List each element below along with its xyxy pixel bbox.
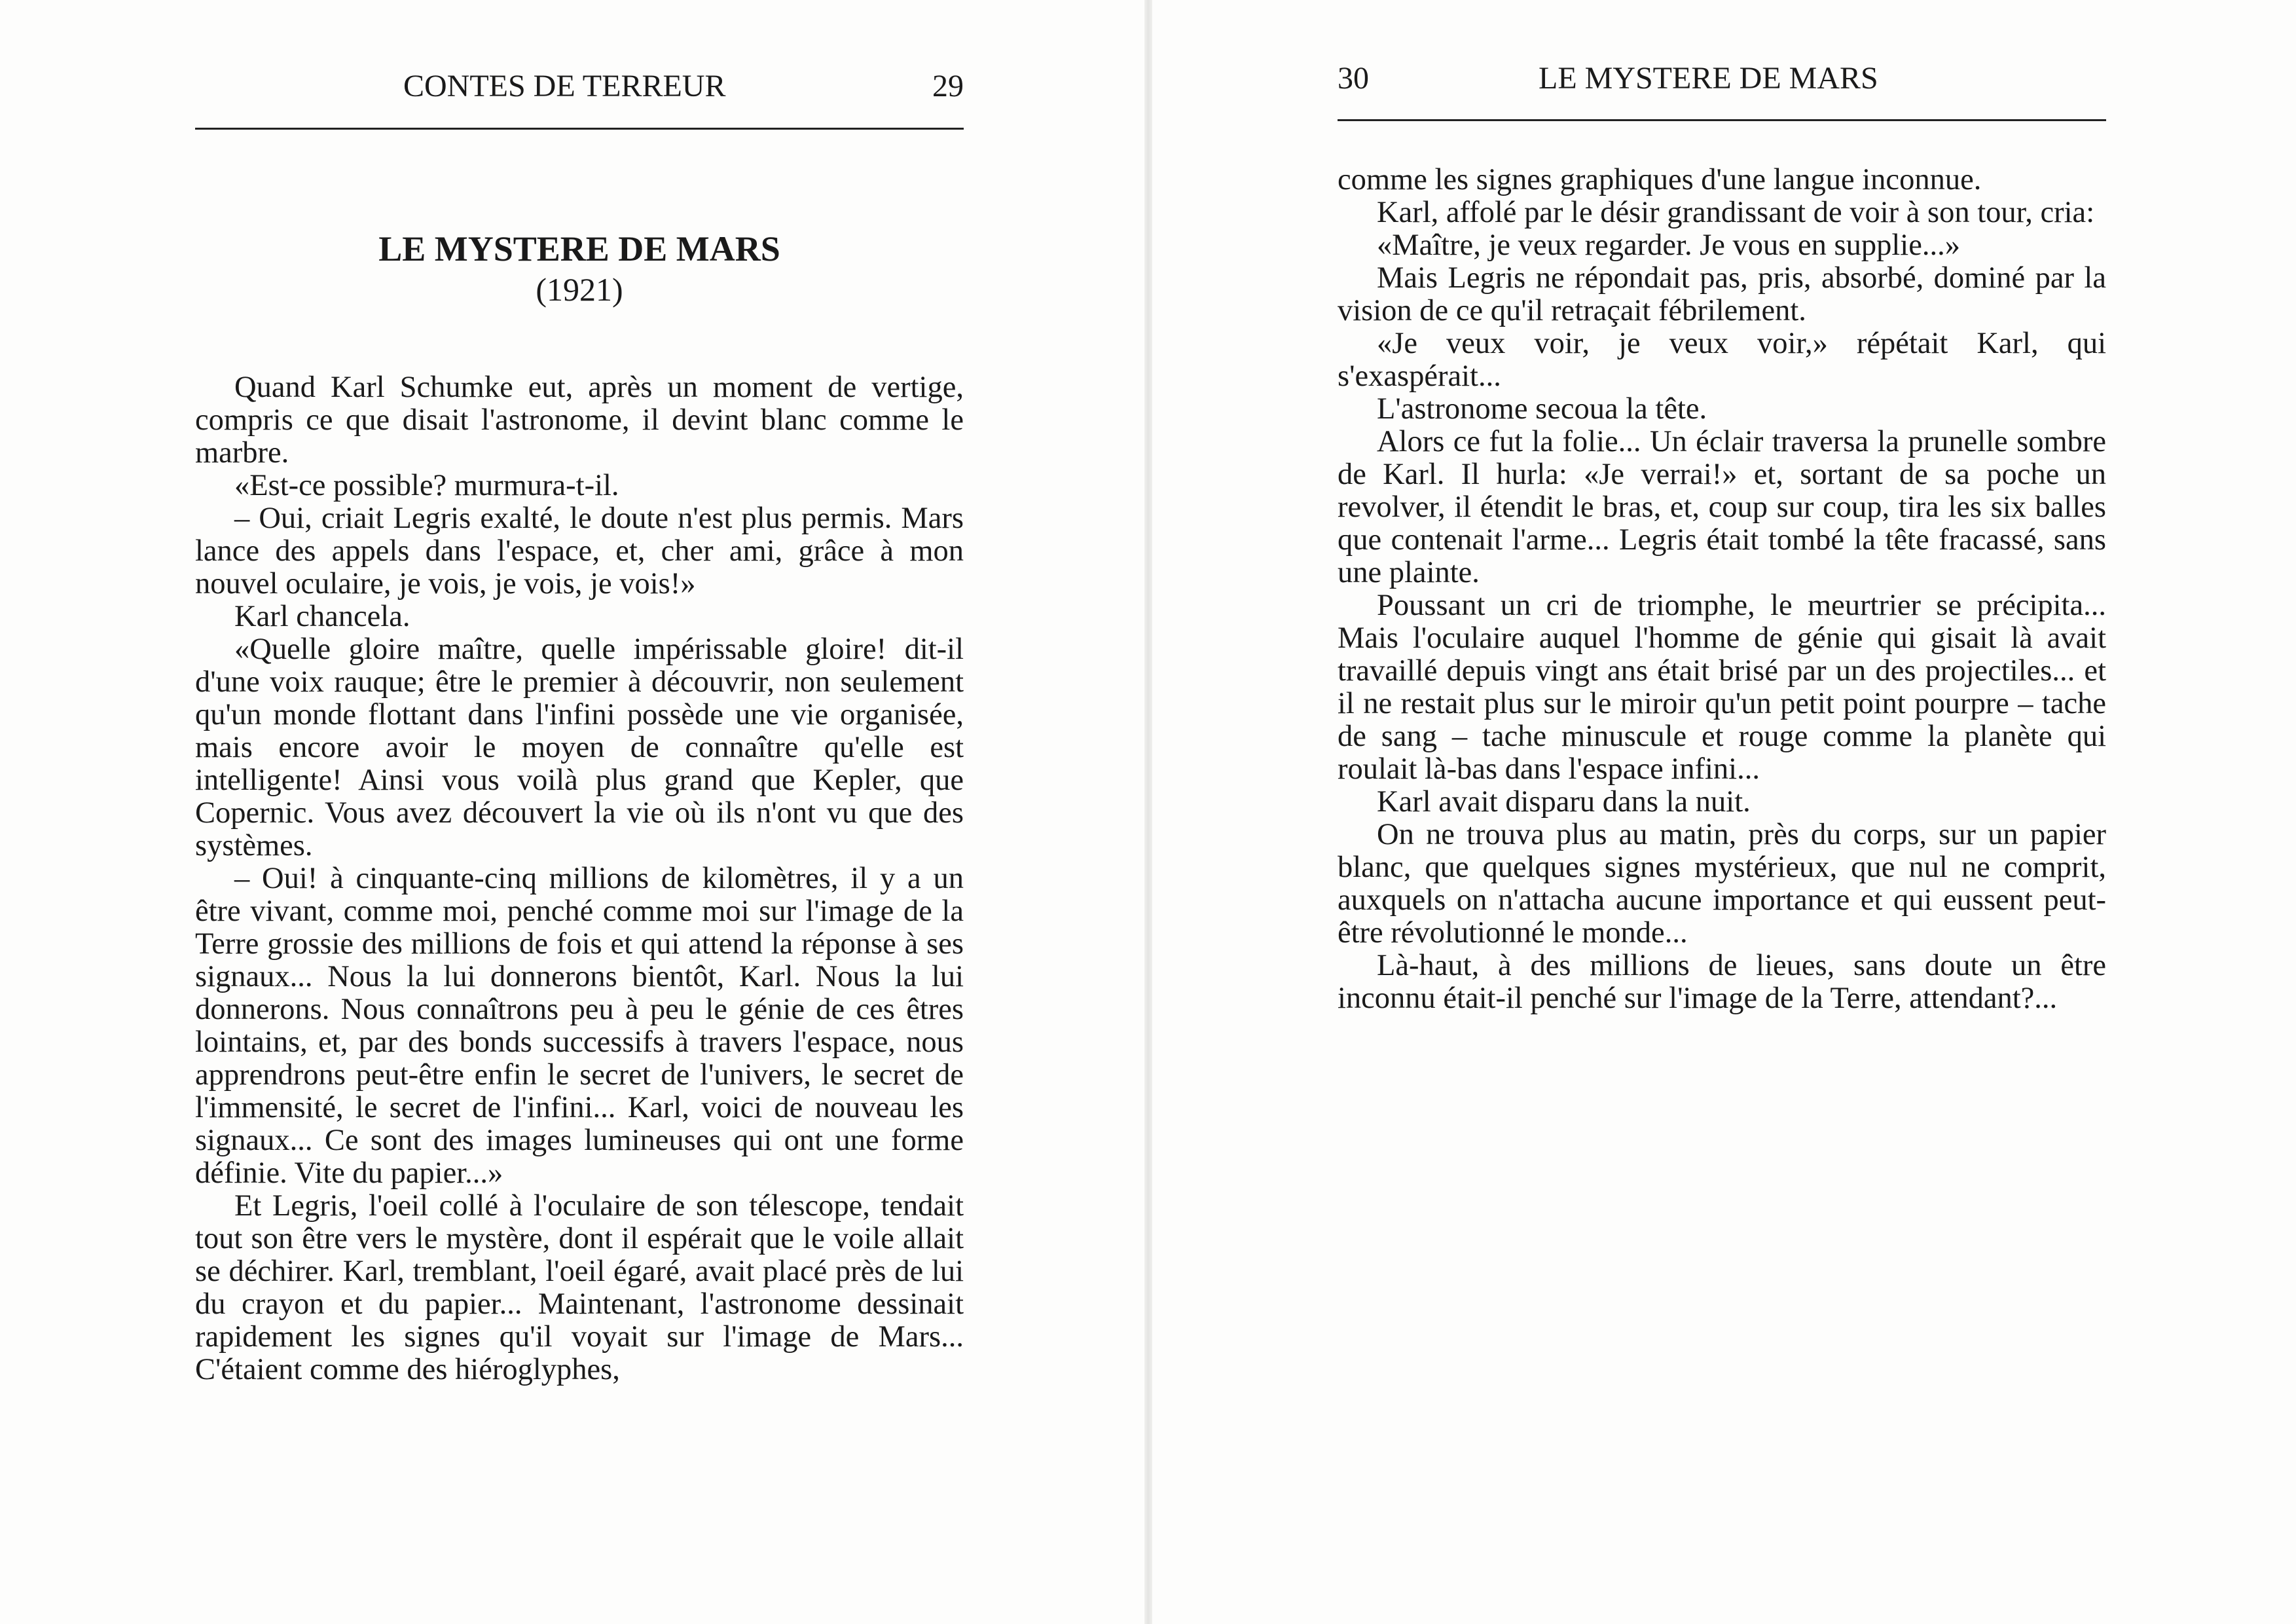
- page-number: 29: [932, 69, 964, 103]
- paragraph: Et Legris, l'oeil collé à l'oculaire de son télescope, tendait tout son être vers le mystère, dont il espérait que le voile allait se déchirer. Karl, tremblant, l'oeil égaré, avait placé près de lui du crayon et du papier... Maintenant, l'astronome dessinait rapidement les signes qu'il voyait sur l'image de Mars... C'étaient comme des hiéroglyphes,: [195, 1189, 964, 1386]
- running-title: LE MYSTERE DE MARS: [1539, 61, 1878, 96]
- paragraph: – Oui, criait Legris exalté, le doute n'est plus permis. Mars lance des appels dans l'espace, et, cher ami, grâce à mon nouvel oculaire, je vois, je vois, je vois!»: [195, 502, 964, 600]
- paragraph: L'astronome secoua la tête.: [1377, 392, 1707, 426]
- paragraph: Karl chancela.: [234, 600, 410, 633]
- paragraph: Karl avait disparu dans la nuit.: [1377, 785, 1751, 819]
- left-page: [0, 0, 1144, 1624]
- paragraph: Karl, affolé par le désir grandissant de voir à son tour, cria:: [1377, 196, 2095, 229]
- paragraph: Alors ce fut la folie... Un éclair traversa la prunelle sombre de Karl. Il hurla: «Je verrai!» et, sortant de sa poche un revolver, il étendit le bras, et, coup sur coup, tira les six balles que contenait l'arme... Legris était tombé la tête fracassé, sans une plainte.: [1338, 425, 2106, 589]
- left-page-body: [195, 371, 964, 1386]
- paragraph: Poussant un cri de triomphe, le meurtrier se précipita... Mais l'oculaire auquel l'homme de génie qui gisait là avait travaillé depuis vingt ans était brisé par un des projectiles... et il ne restait plus sur le miroir qu'un petit point pourpre – tache de sang – tache minuscule et rouge comme la planète qui roulait là-bas dans l'espace infini...: [1338, 589, 2106, 786]
- paragraph: Là-haut, à des millions de lieues, sans doute un être inconnu était-il penché sur l'image de la Terre, attendant?...: [1338, 949, 2106, 1015]
- paragraph: «Quelle gloire maître, quelle impérissable gloire! dit-il d'une voix rauque; être le premier à découvrir, non seulement qu'un monde flottant dans l'infini possède une vie organisée, mais encore avoir le moyen de connaître qu'elle est intelligente! Ainsi vous voilà plus grand que Kepler, que Copernic. Vous avez découvert la vie où ils n'ont vu que des systèmes.: [195, 633, 964, 862]
- paragraph: «Je veux voir, je veux voir,» répétait Karl, qui s'exaspérait...: [1338, 327, 2106, 393]
- book-gutter: [1144, 0, 1152, 1624]
- story-title: LE MYSTERE DE MARS: [378, 229, 780, 268]
- paragraph: «Est-ce possible? murmura-t-il.: [234, 469, 619, 502]
- paragraph: – Oui! à cinquante-cinq millions de kilomètres, il y a un être vivant, comme moi, penché comme moi sur l'image de la Terre grossie des millions de fois et qui attend la réponse à ses signaux... Nous la lui donnerons bientôt, Karl. Nous la lui donnerons. Nous connaîtrons peu à peu le génie de ces êtres lointains, et, par des bonds successifs à travers l'espace, nous apprendrons peut-être enfin le secret de l'univers, le secret de l'immensité, le secret de l'infini... Karl, voici de nouveau les signaux... Ce sont des images lumineuses qui ont une forme définie. Vite du papier...»: [195, 862, 964, 1190]
- continued-paragraph: comme les signes graphiques d'une langue inconnue.: [1338, 163, 1982, 196]
- right-page: [1152, 0, 2296, 1624]
- paragraph: On ne trouva plus au matin, près du corps, sur un papier blanc, que quelques signes mystérieux, que nul ne comprit, auxquels on n'attacha aucune importance et qui eussent peut-être révolutionné le monde...: [1338, 818, 2106, 950]
- running-title: CONTES DE TERREUR: [403, 69, 726, 103]
- paragraph: «Maître, je veux regarder. Je vous en supplie...»: [1377, 229, 1960, 262]
- story-year: (1921): [536, 271, 623, 308]
- paragraph: Mais Legris ne répondait pas, pris, absorbé, dominé par la vision de ce qu'il retraçait fébrilement.: [1338, 261, 2106, 327]
- page-number: 30: [1338, 61, 1369, 96]
- right-page-body: [1338, 164, 2106, 1015]
- left-page-header: [195, 0, 964, 130]
- story-title-block: [195, 231, 964, 308]
- right-page-header: [1338, 0, 2106, 121]
- paragraph: Quand Karl Schumke eut, après un moment de vertige, compris ce que disait l'astronome, il devint blanc comme le marbre.: [195, 371, 964, 470]
